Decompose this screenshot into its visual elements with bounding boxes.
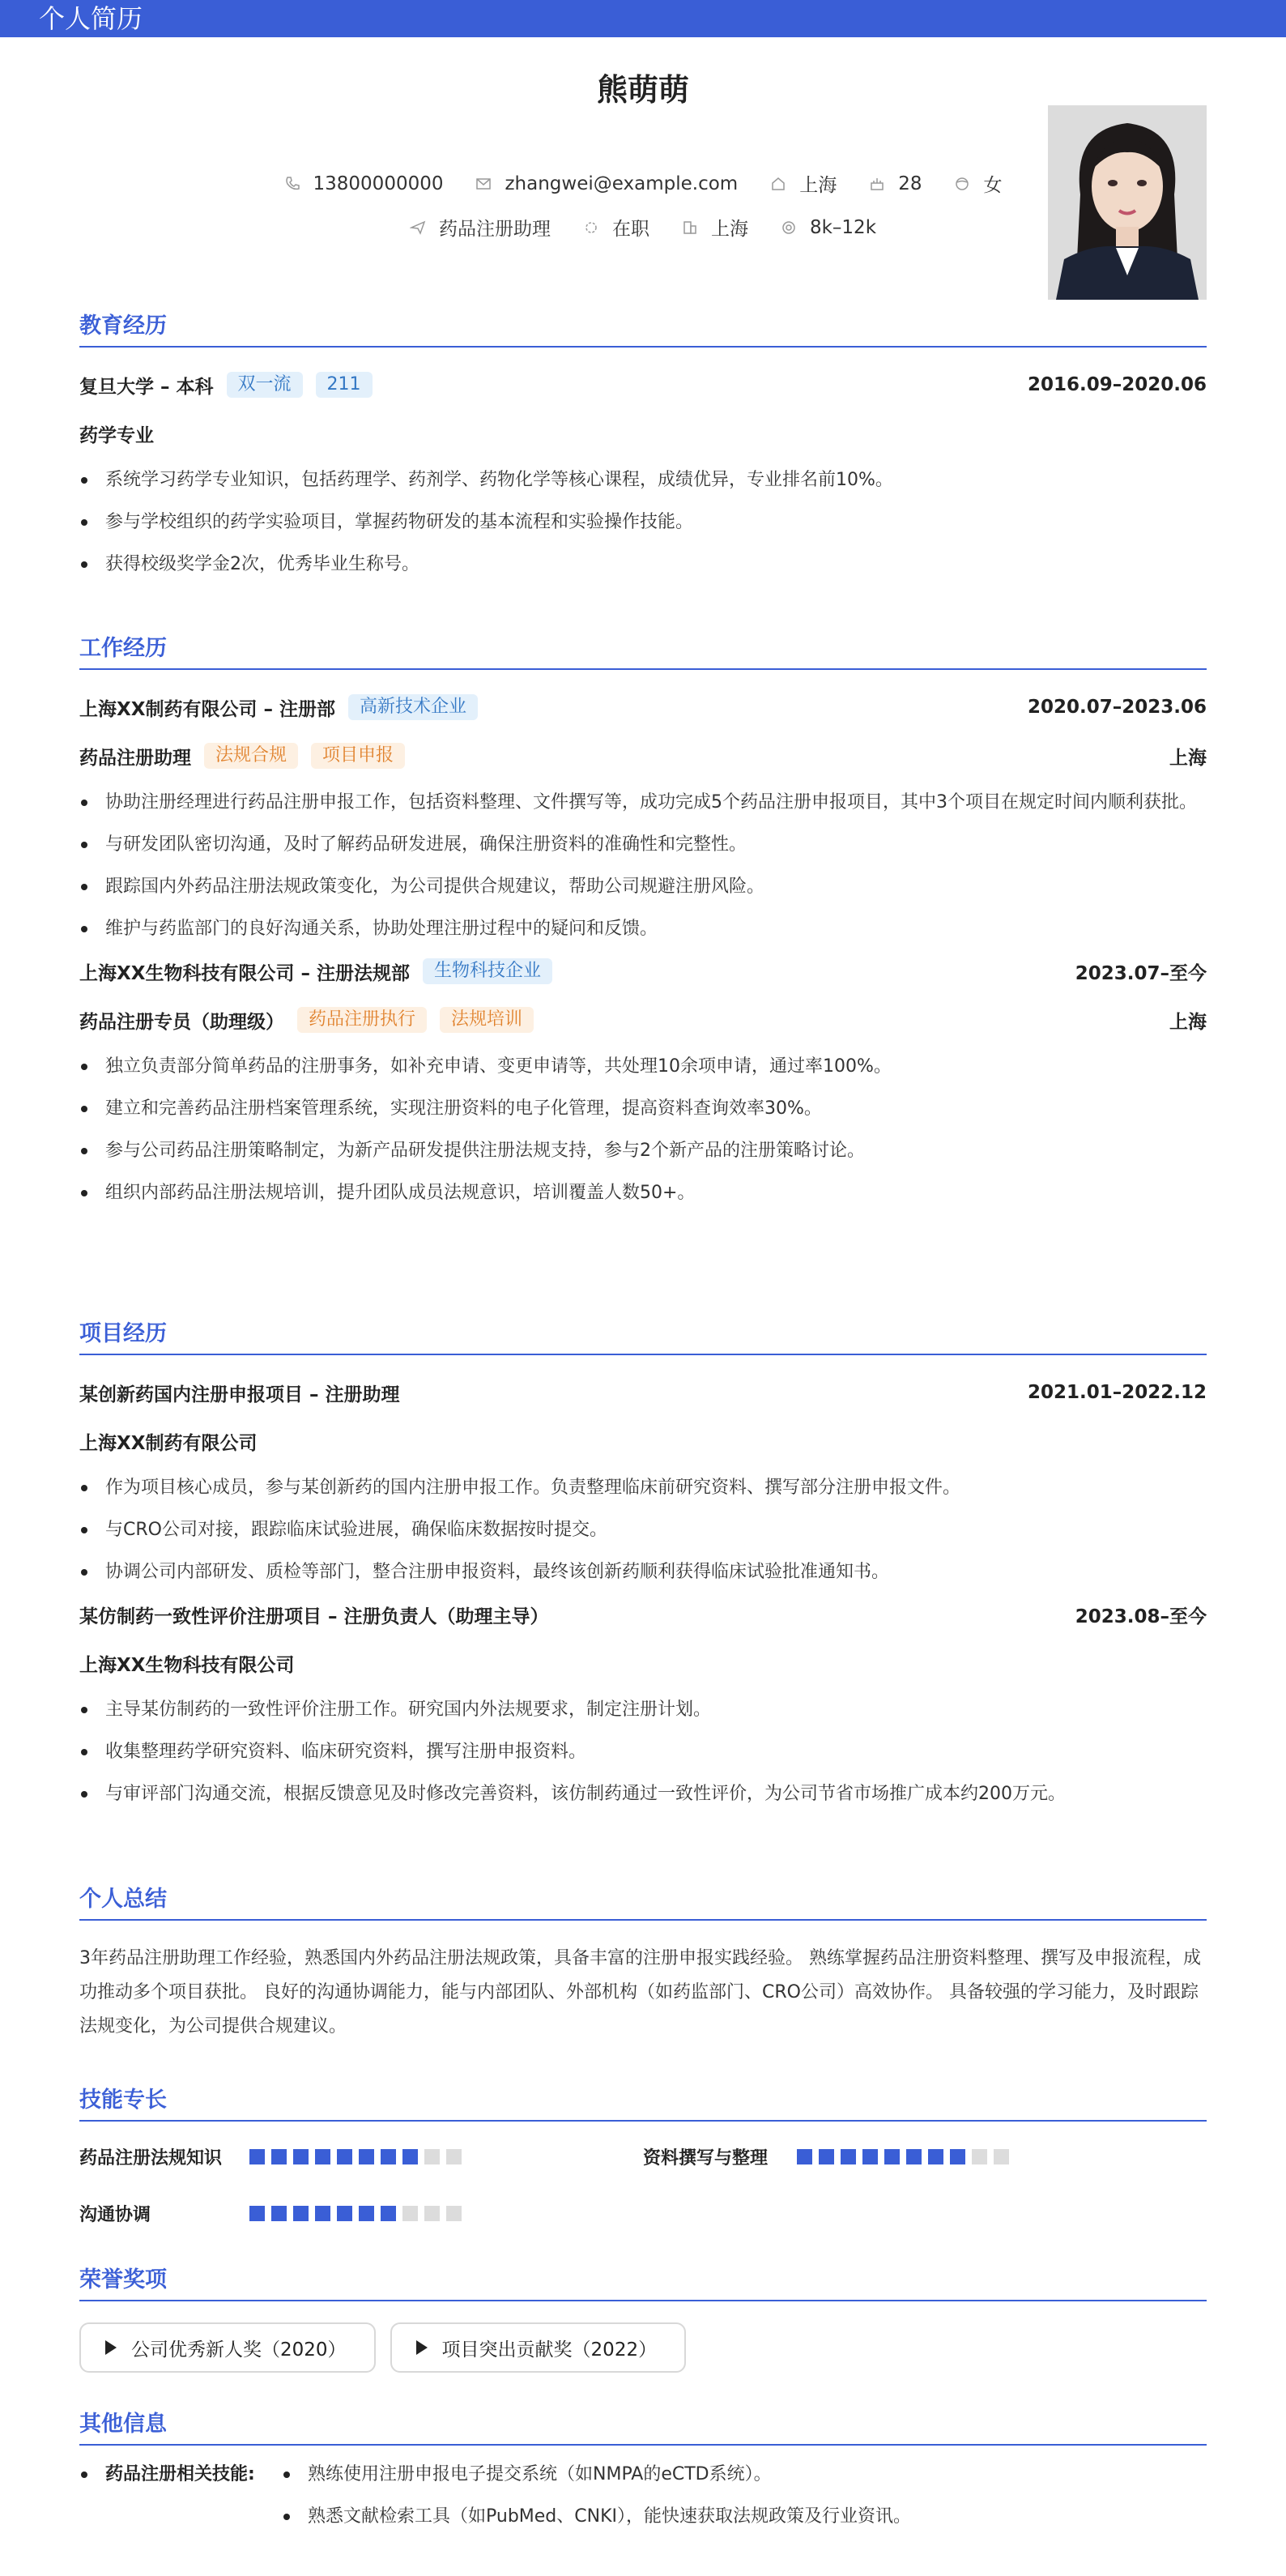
work-section bbox=[79, 630, 1207, 1219]
list-item: 跟踪国内外药品注册法规政策变化，为公司提供合规建议，帮助公司规避注册风险。 bbox=[79, 871, 1207, 903]
phone-text: 13800000000 bbox=[313, 173, 444, 194]
job-bullets bbox=[79, 1051, 1207, 1209]
skill-name: 沟通协调 bbox=[79, 2204, 151, 2225]
list-item: 独立负责部分简单药品的注册事务，如补充申请、变更申请等，共处理10余项申请，通过率100%。 bbox=[79, 1051, 1207, 1083]
skill-level-block bbox=[359, 2149, 374, 2164]
phone-item bbox=[284, 173, 444, 194]
section-title-work: 工作经历 bbox=[79, 630, 1207, 670]
education-section bbox=[79, 308, 1207, 591]
skill-level-block bbox=[271, 2206, 287, 2221]
list-item: 收集整理药学研究资料、临床研究资料，撰写注册申报资料。 bbox=[79, 1736, 1207, 1768]
skill-level-block bbox=[337, 2206, 352, 2221]
list-item: 作为项目核心成员，参与某创新药的国内注册申报工作。负责整理临床前研究资料、撰写部分注册申报文件。 bbox=[79, 1472, 1207, 1504]
skill-level-block bbox=[862, 2149, 878, 2164]
status-icon bbox=[583, 220, 599, 236]
skill-level-block bbox=[381, 2149, 396, 2164]
home-icon bbox=[770, 176, 786, 192]
work-city-item bbox=[682, 214, 748, 241]
project-org-row bbox=[79, 1425, 1207, 1457]
company-name: 上海XX生物科技有限公司 – 注册法规部 bbox=[79, 962, 410, 984]
list-item: 建立和完善药品注册档案管理系统，实现注册资料的电子化管理，提高资料查询效率30%。 bbox=[79, 1093, 1207, 1125]
section-title-other: 其他信息 bbox=[79, 2406, 1207, 2446]
job-date: 2020.07–2023.06 bbox=[1027, 697, 1207, 718]
company-name: 上海XX制药有限公司 – 注册部 bbox=[79, 698, 335, 720]
skill-level-block bbox=[271, 2149, 287, 2164]
list-item: 组织内部药品注册法规培训，提升团队成员法规意识，培训覆盖人数50+。 bbox=[79, 1177, 1207, 1209]
role-tag: 项目申报 bbox=[311, 743, 405, 769]
gender-text: 女 bbox=[983, 175, 1003, 196]
list-item: 熟悉文献检索工具（如PubMed、CNKI），能快速获取法规政策及行业资讯。 bbox=[282, 2501, 911, 2533]
section-title-education: 教育经历 bbox=[79, 308, 1207, 348]
role-tag: 法规培训 bbox=[440, 1007, 534, 1033]
job-role: 药品注册专员（助理级） bbox=[79, 1011, 284, 1033]
skill-level-block bbox=[446, 2149, 462, 2164]
status-text: 在职 bbox=[611, 219, 649, 240]
skill-item bbox=[79, 2185, 643, 2241]
skill-level-block bbox=[928, 2149, 943, 2164]
major: 药学专业 bbox=[79, 424, 154, 446]
section-title-summary: 个人总结 bbox=[79, 1881, 1207, 1921]
mail-icon bbox=[475, 176, 492, 192]
project-bullets bbox=[79, 1472, 1207, 1589]
job-intent-row bbox=[79, 214, 1207, 241]
triangle-icon bbox=[105, 2340, 117, 2355]
list-item: 参与公司药品注册策略制定，为新产品研发提供注册法规支持，参与2个新产品的注册策略讨论。 bbox=[79, 1135, 1207, 1167]
send-icon bbox=[410, 220, 426, 236]
position-text: 药品注册助理 bbox=[438, 219, 551, 240]
skill-level-block bbox=[797, 2149, 812, 2164]
email-text: zhangwei@example.com bbox=[505, 173, 739, 194]
contact-row bbox=[79, 170, 1207, 197]
skill-level-block bbox=[446, 2206, 462, 2221]
job-header bbox=[79, 955, 1207, 987]
project-org: 上海XX生物科技有限公司 bbox=[79, 1654, 295, 1676]
role-tag: 药品注册执行 bbox=[297, 1007, 427, 1033]
projects-section bbox=[79, 1316, 1207, 1820]
skill-level-block bbox=[819, 2149, 834, 2164]
project-header bbox=[79, 1376, 1207, 1409]
section-title-projects: 项目经历 bbox=[79, 1316, 1207, 1355]
award-label: 项目突出贡献奖（2022） bbox=[441, 2339, 658, 2361]
project-bullets bbox=[79, 1694, 1207, 1810]
job-header bbox=[79, 691, 1207, 723]
city-text: 上海 bbox=[799, 175, 837, 196]
list-item: 协助注册经理进行药品注册申报工作，包括资料整理、文件撰写等，成功完成5个药品注册申报项目，其中3个项目在规定时间内顺利获批。 bbox=[79, 787, 1207, 819]
list-item: 协调公司内部研发、质检等部门，整合注册申报资料，最终该创新药顺利获得临床试验批准通知书。 bbox=[79, 1556, 1207, 1589]
summary-section bbox=[79, 1881, 1207, 2044]
email-item bbox=[475, 173, 738, 194]
building-icon bbox=[682, 220, 698, 236]
skill-level-bar bbox=[797, 2149, 1016, 2164]
other-bullets bbox=[282, 2459, 911, 2543]
skill-level-block bbox=[884, 2149, 900, 2164]
skill-level-bar bbox=[249, 2206, 468, 2221]
skill-name: 资料撰写与整理 bbox=[643, 2147, 769, 2169]
skill-level-block bbox=[402, 2206, 418, 2221]
skill-level-block bbox=[293, 2206, 309, 2221]
company-tag: 高新技术企业 bbox=[348, 694, 478, 720]
profile-photo bbox=[1048, 105, 1207, 300]
list-item: 系统学习药学专业知识，包括药理学、药剂学、药物化学等核心课程，成绩优异，专业排名前10%。 bbox=[79, 464, 1207, 497]
job-role-row bbox=[79, 1004, 1207, 1036]
school-tag: 双一流 bbox=[227, 372, 303, 398]
education-bullets bbox=[79, 464, 1207, 581]
skill-level-block bbox=[293, 2149, 309, 2164]
portrait-image bbox=[1048, 105, 1207, 300]
work-city-text: 上海 bbox=[710, 219, 748, 240]
list-item: 参与学校组织的药学实验项目，掌握药物研发的基本流程和实验操作技能。 bbox=[79, 506, 1207, 539]
skill-level-block bbox=[841, 2149, 856, 2164]
project-date: 2021.01–2022.12 bbox=[1027, 1382, 1207, 1403]
honors-section bbox=[79, 2262, 1207, 2373]
school-tag: 211 bbox=[316, 372, 373, 398]
skills-list bbox=[79, 2128, 1207, 2241]
gender-icon bbox=[954, 176, 970, 192]
project-date: 2023.08–至今 bbox=[1075, 1606, 1207, 1627]
list-item: 与研发团队密切沟通，及时了解药品研发进展，确保注册资料的准确性和完整性。 bbox=[79, 829, 1207, 861]
coin-icon bbox=[781, 220, 797, 236]
job-role-row bbox=[79, 740, 1207, 772]
project-name: 某仿制药一致性评价注册项目 – 注册负责人（助理主导） bbox=[79, 1606, 549, 1627]
role-tag: 法规合规 bbox=[204, 743, 298, 769]
skill-level-block bbox=[315, 2149, 330, 2164]
skill-level-block bbox=[249, 2149, 265, 2164]
skill-level-block bbox=[315, 2206, 330, 2221]
other-section bbox=[79, 2406, 1207, 2543]
skill-level-block bbox=[424, 2149, 440, 2164]
skill-level-block bbox=[381, 2206, 396, 2221]
salary-text: 8k–12k bbox=[809, 216, 877, 238]
section-title-honors: 荣誉奖项 bbox=[79, 2262, 1207, 2301]
candidate-name: 熊萌萌 bbox=[596, 72, 689, 108]
project-name: 某创新药国内注册申报项目 – 注册助理 bbox=[79, 1384, 400, 1405]
list-item: 与审评部门沟通交流，根据反馈意见及时修改完善资料，该仿制药通过一致性评价，为公司节省市场推广成本约200万元。 bbox=[79, 1778, 1207, 1810]
city-item bbox=[770, 170, 837, 197]
list-item: 与CRO公司对接，跟踪临床试验进展，确保临床数据按时提交。 bbox=[79, 1514, 1207, 1546]
gender-item bbox=[954, 170, 1002, 197]
job-date: 2023.07–至今 bbox=[1075, 962, 1207, 984]
topbar-title: 个人简历 bbox=[39, 3, 143, 34]
triangle-icon bbox=[416, 2340, 428, 2355]
resume-topbar bbox=[0, 0, 1286, 37]
section-title-skills: 技能专长 bbox=[79, 2082, 1207, 2122]
school-name: 复旦大学 – 本科 bbox=[79, 376, 214, 398]
profile-header bbox=[79, 37, 1207, 296]
skill-level-block bbox=[337, 2149, 352, 2164]
award-chip bbox=[390, 2322, 687, 2373]
age-text: 28 bbox=[898, 173, 922, 194]
skill-level-block bbox=[359, 2206, 374, 2221]
other-info bbox=[79, 2459, 1207, 2543]
education-header bbox=[79, 369, 1207, 401]
other-label: 药品注册相关技能: bbox=[79, 2459, 282, 2543]
skill-level-bar bbox=[249, 2149, 468, 2164]
list-item: 熟练使用注册申报电子提交系统（如NMPA的eCTD系统）。 bbox=[282, 2459, 911, 2491]
education-date: 2016.09–2020.06 bbox=[1027, 374, 1207, 395]
education-major-row bbox=[79, 417, 1207, 450]
skill-level-block bbox=[249, 2206, 265, 2221]
skill-level-block bbox=[402, 2149, 418, 2164]
awards-list bbox=[79, 2322, 1207, 2373]
skill-level-block bbox=[972, 2149, 987, 2164]
salary-item bbox=[781, 217, 876, 238]
job-city: 上海 bbox=[1169, 1011, 1207, 1033]
skill-level-block bbox=[994, 2149, 1009, 2164]
cake-icon bbox=[869, 176, 885, 192]
phone-icon bbox=[284, 176, 300, 192]
skill-level-block bbox=[950, 2149, 965, 2164]
award-label: 公司优秀新人奖（2020） bbox=[131, 2339, 347, 2361]
position-item bbox=[410, 214, 551, 241]
project-header bbox=[79, 1598, 1207, 1631]
summary-text: 3年药品注册助理工作经验，熟悉国内外药品注册法规政策，具备丰富的注册申报实践经验。 熟练掌握药品注册资料整理、撰写及申报流程，成功推动多个项目获批。 良好的沟通协调能力，能与内部团队、外部机构（如药监部门、CRO公司）高效协作。 具备较强的学习能力，及时跟踪法规变化，为公司提供合规建议。 bbox=[79, 1948, 1201, 2036]
age-item bbox=[869, 173, 922, 194]
status-item bbox=[583, 214, 649, 241]
award-chip bbox=[79, 2322, 376, 2373]
list-item: 维护与药监部门的良好沟通关系，协助处理注册过程中的疑问和反馈。 bbox=[79, 913, 1207, 945]
project-org: 上海XX制药有限公司 bbox=[79, 1432, 258, 1454]
list-item: 获得校级奖学金2次，优秀毕业生称号。 bbox=[79, 548, 1207, 581]
company-tag: 生物科技企业 bbox=[423, 958, 552, 984]
list-item: 主导某仿制药的一致性评价注册工作。研究国内外法规要求，制定注册计划。 bbox=[79, 1694, 1207, 1726]
skill-item bbox=[643, 2128, 1207, 2185]
skill-item bbox=[79, 2128, 643, 2185]
skill-level-block bbox=[424, 2206, 440, 2221]
skills-section bbox=[79, 2082, 1207, 2241]
skill-name: 药品注册法规知识 bbox=[79, 2147, 223, 2169]
skill-level-block bbox=[906, 2149, 922, 2164]
job-bullets bbox=[79, 787, 1207, 945]
job-role: 药品注册助理 bbox=[79, 747, 191, 769]
project-org-row bbox=[79, 1647, 1207, 1679]
job-city: 上海 bbox=[1169, 747, 1207, 769]
